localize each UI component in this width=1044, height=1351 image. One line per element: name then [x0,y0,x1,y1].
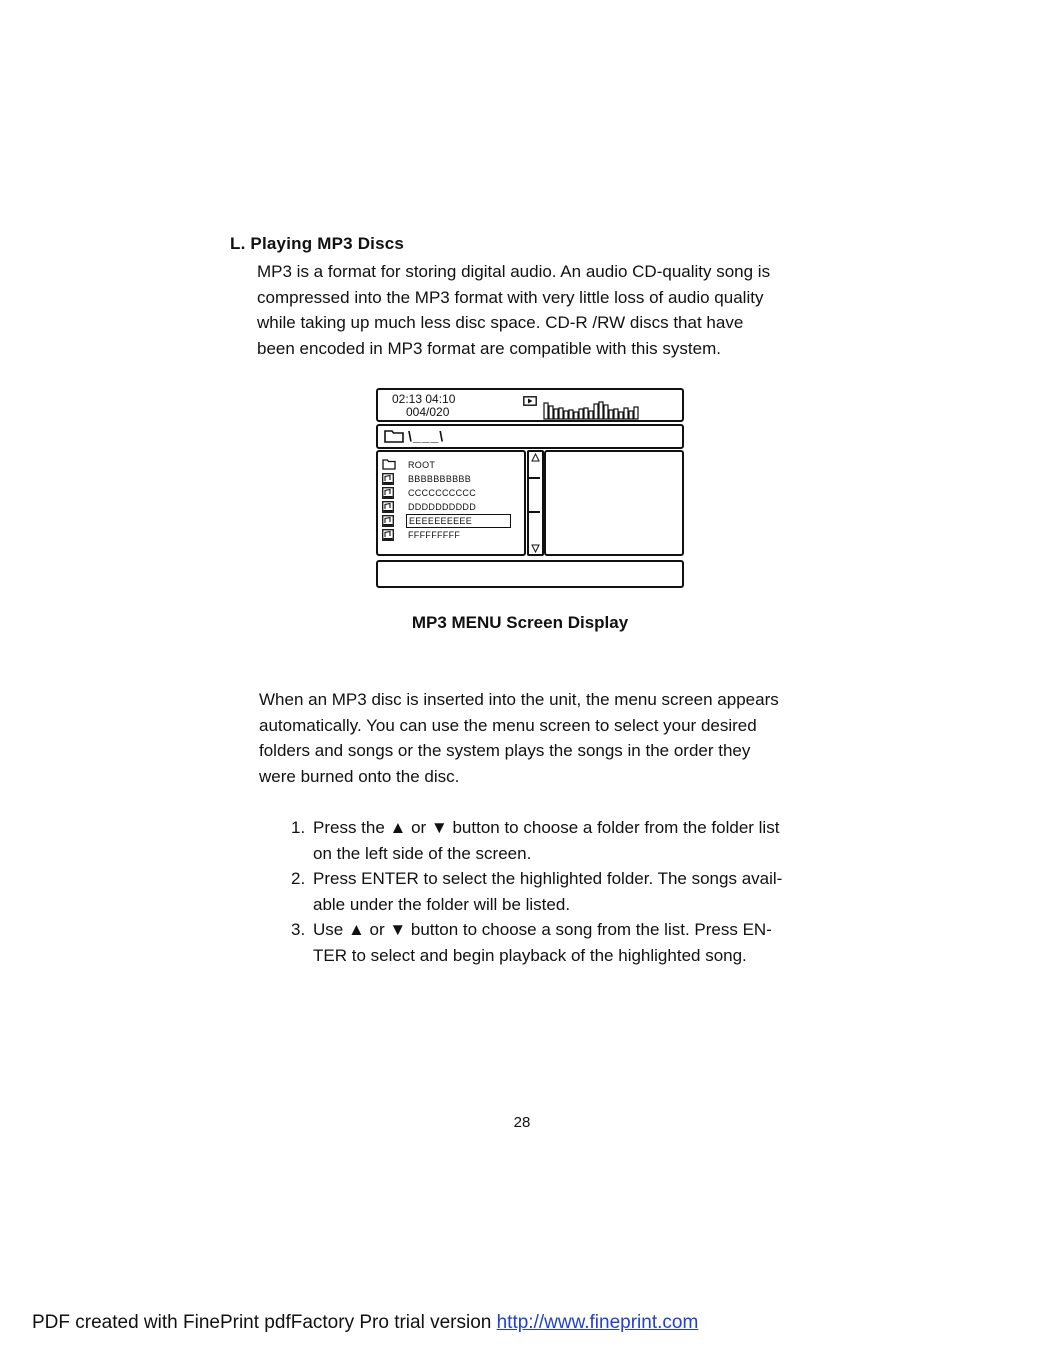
scrollbar-thumb[interactable] [527,477,540,513]
elapsed-total-time: 02:13 04:10 [392,392,456,406]
list-scrollbar[interactable] [527,450,544,556]
step-line: 1. Press the ▲ or ▼ button to choose a folder from the folder list [291,818,780,837]
list-item-label: EEEEEEEEEE [406,514,511,528]
song-list-panel [544,450,684,556]
step-line: 3. Use ▲ or ▼ button to choose a song from the list. Press EN- [291,920,772,940]
track-count: 004/020 [406,405,450,419]
mp3-menu-screen-diagram [376,388,686,590]
folder-icon [384,430,404,443]
intro-line: MP3 is a format for storing digital audio. An audio CD-quality song is [257,262,771,281]
info-bar [376,560,684,588]
list-item[interactable] [382,500,476,513]
body-line: were burned onto the disc. [259,766,460,786]
path-bar [376,424,684,449]
current-path: \___\ [408,428,445,444]
list-item-label: ROOT [408,459,436,470]
list-item-label: CCCCCCCCCC [408,487,476,498]
scroll-down-icon[interactable] [531,544,540,553]
body-line: automatically. You can use the menu screen to select your desired [259,715,757,735]
section-heading: L. Playing MP3 Discs [230,234,405,253]
steps-list [291,815,782,969]
mp3-file-icon [382,487,398,499]
list-item-label: BBBBBBBBBB [408,473,472,484]
list-item-label: FFFFFFFFF [408,529,461,540]
intro-line: compressed into the MP3 format with very little loss of audio quality [257,287,764,307]
intro-line: been encoded in MP3 format are compatible with this system. [257,338,721,358]
equalizer-icon [543,400,643,420]
scroll-up-icon[interactable] [531,453,540,462]
figure-caption: MP3 MENU Screen Display [411,613,629,632]
step-line: TER to select and begin playback of the highlighted song. [313,945,747,965]
list-item[interactable] [382,458,435,471]
mp3-file-icon [382,473,398,485]
mp3-file-icon [382,501,398,513]
intro-line: while taking up much less disc space. CD-R /RW discs that have [257,313,744,333]
intro-paragraph [257,259,827,361]
list-item[interactable] [382,528,460,541]
body-line: folders and songs or the system plays the songs in the order they [259,741,751,761]
status-bar [376,388,684,422]
folder-list [376,450,526,556]
list-item[interactable] [382,486,476,499]
step-line: 2. Press ENTER to select the highlighted folder. The songs avail- [291,869,783,889]
mp3-file-icon [382,529,398,541]
body-line: When an MP3 disc is inserted into the unit, the menu screen appears [259,690,779,709]
list-item-selected[interactable] [382,514,511,527]
list-item-label: DDDDDDDDDD [408,501,476,512]
pdf-footer [32,1312,698,1334]
mp3-file-icon [382,515,398,527]
folder-icon [382,459,398,471]
play-icon [523,393,537,411]
step-line: able under the folder will be listed. [313,894,571,914]
list-item[interactable] [382,472,471,485]
footer-link[interactable]: http://www.fineprint.com [496,1312,699,1333]
step-line: on the left side of the screen. [313,843,532,863]
body-paragraph [259,687,829,789]
page-number: 28 [513,1114,531,1131]
footer-text: PDF created with FinePrint pdfFactory Pro trial version [32,1312,497,1333]
